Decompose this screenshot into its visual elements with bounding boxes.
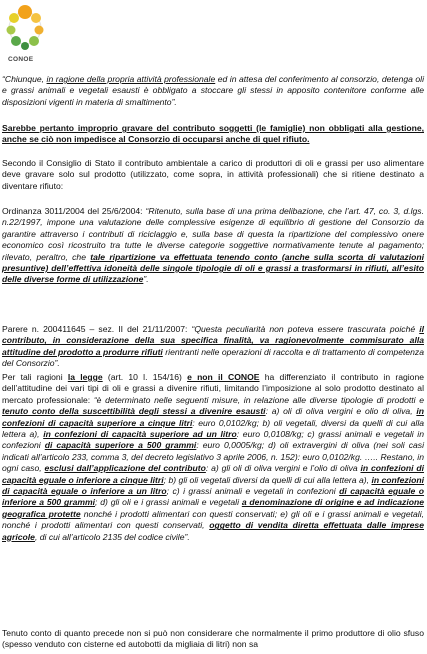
quote-paragraph-1: “Chiunque, in ragione della propria attività professionale ed in attesa del conferimento al consorzio, detenga oli e grassi animali e vegetali esausti è obbligato a stoccare gli stessi in apposito contenitore conforme alle disposizioni vigenti in materia di smaltimento”. <box>2 74 424 107</box>
conoe-logo-mark <box>2 2 48 56</box>
opinion-paragraph-5: Parere n. 200411645 – sez. II del 21/11/2007: “Questa peculiarità non poteva essere trascurata poiché il contributo, in considerazione della sua specifica finalità, va ragionevolmente commisurato alla attitudine del prodotto a produrre rifiuti rientranti nelle operazioni di raccolta e di trattamento di competenza del Consorzio”. <box>2 324 424 369</box>
ordinance-paragraph-4: Ordinanza 3011/2004 del 25/6/2004: “Ritenuto, sulla base di una prima delibazione, che l’art. 47, co. 3, d.lgs. n.22/1997, impone una valutazione delle complessive esigenze di equilibrio di gestione del Consorzio da garantire attraverso i contributi di riciclaggio e, sulla base di questa la ripartizione del complessivo onere economico così ricostruito tra tutte le diverse categorie soggettive normativamente tenute al pagamento; rilevato, peraltro, che tale ripartizione va effettuata tenendo conto (anche sulla scorta di valutazioni presuntive) dell’effettiva idoneità delle singole tipologie di oli e grassi a trasformarsi in rifiuti, all’esito delle diverse forme di utilizzazione”. <box>2 206 425 285</box>
emphasis-paragraph-2: Sarebbe pertanto improprio gravare del contributo soggetti (le famiglie) non obbligati alla gestione, anche se ciò non impedisce al Consorzio di occuparsi anche di quel rifiuto. <box>2 123 424 145</box>
law-paragraph-6: Per tali ragioni la legge (art. 10 l. 154/16) e non il CONOE ha differenziato il contributo in ragione dell’attitudine dei vari tipi di oli e grassi a divenire rifiuti, limitando l’imposizione al solo prodotto destinato al mercato professionale: “è determinato nelle seguenti misure, in relazione alle diverse tipologie di prodotti e tenuto conto della suscettibilità degli stessi a divenire esausti: a) oli di oliva vergini e olio di oliva, in confezioni di capacità superiore a cinque litri: euro 0,0102/kg; b) oli vegetali, diversi da quelli di cui alla lettera a), in confezioni di capacità superiore ad un litro: euro 0,0108/kg; c) grassi animali e vegetali in confezioni di capacità superiore a 500 grammi: euro 0,0005/kg; d) oli extravergini di oliva (nei soli casi indicati all’articolo 233, comma 3, del decreto legislativo 3 aprile 2006, n. 152): euro 0,0102/kg. ….. Restano, in ogni caso, esclusi dall’applicazione del contributo: a) gli oli di oliva vergini e l’olio di oliva in confezioni di capacità eguale o inferiore a cinque litri; b) gli oli vegetali diversi da quelli di cui alla lettera a), in confezioni di capacità eguale o inferiore a un litro; c) i grassi animali e vegetali in confezioni di capacità eguale o inferiore a 500 grammi; d) gli oli e i grassi animali e vegetali a denominazione di origine e ad indicazione geografica protette nonché i prodotti alimentari con questi conservati; e) gli oli e i grassi animali e vegetali, nonché i prodotti alimentari con questi conservati, oggetto di vendita diretta effettuata dalle imprese agricole, di cui all’articolo 2135 del codice civile”. <box>2 372 425 542</box>
paragraph-7: Tenuto conto di quanto precede non si può non considerare che normalmente il primo produttore di olio sfuso (spesso venduto con cisterne ed autobotti da migliaia di litri) non sa <box>2 628 424 650</box>
paragraph-3: Secondo il Consiglio di Stato il contributo ambientale a carico di produttori di oli e grassi per uso alimentare deve gravare solo sul prodotto (utilizzato, come sopra, in attività professionali) che si ritiene destinato a diventare rifiuto: <box>2 158 424 191</box>
conoe-logo-wordmark: CONOE <box>8 56 34 63</box>
conoe-logo <box>2 2 48 64</box>
